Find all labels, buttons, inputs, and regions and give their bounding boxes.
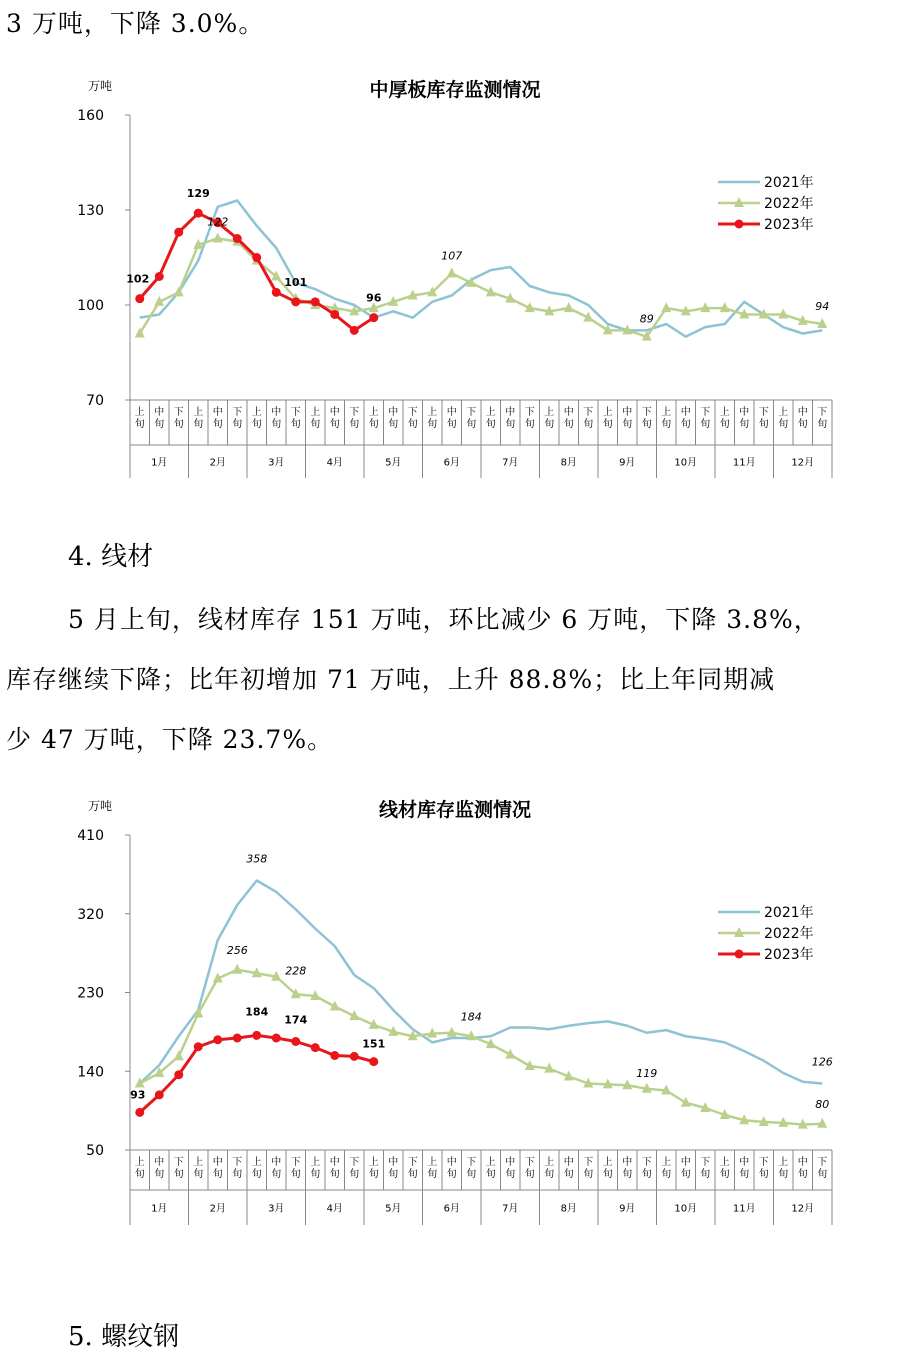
x-period-label: 上 (778, 407, 789, 418)
x-period-label: 旬 (661, 1169, 672, 1180)
x-period-label: 旬 (173, 419, 184, 430)
series-point-2023年 (174, 1070, 183, 1079)
series-point-2023年 (194, 1042, 203, 1051)
series-point-2023年 (330, 310, 339, 319)
data-label: 94 (815, 300, 830, 313)
x-period-label: 下 (290, 407, 301, 418)
x-month-label: 3月 (268, 457, 285, 469)
data-label: 151 (362, 1037, 386, 1051)
x-period-label: 中 (446, 407, 457, 418)
x-period-label: 旬 (485, 419, 496, 430)
x-month-label: 9月 (619, 457, 636, 469)
x-period-label: 下 (700, 1157, 711, 1168)
data-label: 93 (130, 1088, 146, 1102)
x-period-label: 旬 (271, 1169, 282, 1180)
x-period-label: 上 (778, 1157, 789, 1168)
x-month-label: 1月 (151, 457, 168, 469)
x-period-label: 下 (583, 1157, 594, 1168)
x-period-label: 旬 (641, 1169, 652, 1180)
x-period-label: 中 (154, 1157, 165, 1168)
x-period-label: 旬 (388, 1169, 399, 1180)
series-point-2023年 (174, 228, 183, 237)
x-period-label: 旬 (251, 419, 262, 430)
series-point-2022年 (564, 302, 574, 312)
series-point-2023年 (155, 272, 164, 281)
x-period-label: 下 (232, 407, 243, 418)
series-line-2022年 (140, 239, 823, 337)
x-month-label: 2月 (209, 1203, 226, 1215)
x-period-label: 中 (271, 1157, 282, 1168)
x-period-label: 中 (739, 1157, 750, 1168)
y-tick-label: 100 (77, 298, 104, 314)
x-month-label: 10月 (674, 457, 698, 469)
x-month-label: 11月 (732, 1203, 756, 1215)
x-period-label: 旬 (583, 419, 594, 430)
x-period-label: 中 (622, 1157, 633, 1168)
data-label: 358 (246, 852, 268, 866)
x-period-label: 旬 (388, 419, 399, 430)
series-point-2023年 (135, 1108, 144, 1117)
x-period-label: 旬 (505, 419, 516, 430)
x-period-label: 中 (797, 1157, 808, 1168)
x-period-label: 旬 (290, 1169, 301, 1180)
x-period-label: 中 (212, 407, 223, 418)
x-period-label: 旬 (427, 1169, 438, 1180)
x-period-label: 旬 (602, 419, 613, 430)
series-point-2023年 (135, 294, 144, 303)
series-point-2023年 (272, 288, 281, 297)
legend-label-2021年: 2021年 (764, 905, 814, 921)
x-period-label: 上 (193, 407, 204, 418)
data-label: 174 (284, 1013, 308, 1027)
x-month-label: 5月 (385, 1203, 402, 1215)
legend-label-2023年: 2023年 (764, 947, 814, 963)
data-label: 129 (186, 187, 210, 201)
y-tick-label: 320 (77, 906, 104, 923)
x-period-label: 中 (446, 1157, 457, 1168)
x-period-label: 上 (134, 407, 145, 418)
x-period-label: 上 (134, 1157, 145, 1168)
x-period-label: 中 (388, 1157, 399, 1168)
x-period-label: 旬 (310, 419, 321, 430)
data-label: 102 (126, 272, 150, 286)
x-period-label: 下 (700, 407, 711, 418)
x-period-label: 上 (544, 1157, 555, 1168)
x-period-label: 旬 (232, 419, 243, 430)
legend-marker (735, 950, 744, 959)
x-period-label: 下 (232, 1157, 243, 1168)
legend-label-2022年: 2022年 (764, 196, 814, 212)
x-period-label: 旬 (173, 1169, 184, 1180)
x-period-label: 上 (368, 1157, 379, 1168)
x-period-label: 中 (563, 407, 574, 418)
x-period-label: 上 (310, 1157, 321, 1168)
x-period-label: 中 (739, 407, 750, 418)
series-point-2023年 (291, 1037, 300, 1046)
x-period-label: 旬 (466, 419, 477, 430)
x-month-label: 9月 (619, 1203, 636, 1215)
x-period-label: 上 (602, 1157, 613, 1168)
series-point-2022年 (232, 964, 242, 974)
x-month-label: 5月 (385, 457, 402, 469)
x-period-label: 旬 (310, 1169, 321, 1180)
x-period-label: 上 (485, 1157, 496, 1168)
x-period-label: 下 (817, 407, 828, 418)
data-label: 228 (285, 964, 307, 978)
legend-label-2021年: 2021年 (764, 175, 814, 191)
paragraph-wire-line-3: 少 47 万吨，下降 23.7%。 (6, 725, 334, 754)
x-period-label: 中 (680, 1157, 691, 1168)
x-period-label: 旬 (485, 1169, 496, 1180)
x-period-label: 旬 (680, 419, 691, 430)
x-period-label: 下 (466, 407, 477, 418)
y-tick-label: 70 (86, 393, 104, 409)
x-period-label: 下 (641, 1157, 652, 1168)
x-period-label: 上 (427, 1157, 438, 1168)
x-period-label: 下 (407, 407, 418, 418)
x-period-label: 下 (349, 407, 360, 418)
series-point-2022年 (661, 302, 671, 312)
data-label: 80 (815, 1097, 830, 1111)
x-period-label: 下 (524, 1157, 535, 1168)
y-tick-label: 130 (77, 203, 104, 219)
x-period-label: 上 (251, 1157, 262, 1168)
x-month-label: 12月 (791, 1203, 815, 1215)
x-period-label: 旬 (212, 419, 223, 430)
x-period-label: 中 (271, 407, 282, 418)
x-period-label: 下 (583, 407, 594, 418)
y-tick-label: 50 (86, 1143, 104, 1159)
series-point-2023年 (311, 297, 320, 306)
x-period-label: 下 (524, 407, 535, 418)
x-period-label: 旬 (602, 1169, 613, 1180)
heading-rebar: 5. 螺纹钢 (68, 1322, 180, 1352)
y-tick-label: 140 (77, 1064, 104, 1081)
legend-label-2023年: 2023年 (764, 217, 814, 233)
x-period-label: 下 (290, 1157, 301, 1168)
x-period-label: 旬 (251, 1169, 262, 1180)
x-period-label: 旬 (758, 1169, 769, 1180)
series-point-2022年 (271, 271, 281, 281)
x-period-label: 下 (349, 1157, 360, 1168)
x-period-label: 中 (505, 1157, 516, 1168)
series-point-2023年 (233, 1034, 242, 1043)
x-period-label: 旬 (193, 419, 204, 430)
x-period-label: 旬 (719, 419, 730, 430)
paragraph-line-top: 3 万吨，下降 3.0%。 (6, 9, 265, 38)
x-period-label: 旬 (349, 419, 360, 430)
x-period-label: 中 (505, 407, 516, 418)
x-period-label: 下 (173, 1157, 184, 1168)
data-label: 256 (226, 943, 248, 957)
data-label: 96 (366, 291, 382, 305)
x-period-label: 旬 (661, 419, 672, 430)
data-label: 107 (441, 249, 463, 263)
x-month-label: 8月 (560, 1203, 577, 1215)
data-label: 89 (639, 312, 654, 326)
x-period-label: 旬 (719, 1169, 730, 1180)
paragraph-wire-line-2: 库存继续下降；比年初增加 71 万吨，上升 88.8%；比上年同期减 (6, 665, 776, 694)
x-period-label: 旬 (407, 419, 418, 430)
y-unit-label: 万吨 (87, 79, 113, 93)
x-period-label: 旬 (446, 1169, 457, 1180)
x-month-label: 2月 (209, 457, 226, 469)
x-month-label: 4月 (326, 1203, 343, 1215)
x-period-label: 中 (680, 407, 691, 418)
x-month-label: 6月 (443, 457, 460, 469)
y-unit-label: 万吨 (87, 799, 113, 813)
x-period-label: 下 (407, 1157, 418, 1168)
x-period-label: 下 (758, 1157, 769, 1168)
series-point-2022年 (213, 233, 223, 243)
x-period-label: 旬 (563, 419, 574, 430)
x-period-label: 下 (641, 407, 652, 418)
x-period-label: 中 (563, 1157, 574, 1168)
legend-marker (735, 220, 744, 229)
x-period-label: 旬 (700, 419, 711, 430)
series-point-2023年 (369, 313, 378, 322)
series-point-2023年 (350, 326, 359, 335)
x-period-label: 旬 (739, 1169, 750, 1180)
series-line-2022年 (140, 970, 823, 1125)
y-tick-label: 160 (77, 108, 104, 124)
x-period-label: 旬 (505, 1169, 516, 1180)
paragraph-wire-line-1: 5 月上旬，线材库存 151 万吨，环比减少 6 万吨，下降 3.8%， (68, 605, 820, 634)
series-point-2023年 (369, 1057, 378, 1066)
x-period-label: 上 (544, 407, 555, 418)
x-period-label: 旬 (622, 419, 633, 430)
x-period-label: 中 (329, 407, 340, 418)
x-period-label: 上 (661, 407, 672, 418)
x-period-label: 旬 (524, 419, 535, 430)
x-period-label: 上 (602, 407, 613, 418)
x-period-label: 旬 (154, 419, 165, 430)
series-point-2023年 (233, 234, 242, 243)
x-month-label: 7月 (502, 1203, 519, 1215)
series-point-2022年 (174, 1050, 184, 1060)
x-period-label: 旬 (232, 1169, 243, 1180)
x-period-label: 旬 (349, 1169, 360, 1180)
y-tick-label: 410 (77, 828, 104, 844)
x-period-label: 中 (212, 1157, 223, 1168)
data-label: 122 (207, 215, 229, 229)
x-period-label: 旬 (797, 1169, 808, 1180)
x-period-label: 旬 (544, 1169, 555, 1180)
x-period-label: 上 (719, 407, 730, 418)
series-point-2023年 (291, 297, 300, 306)
x-period-label: 旬 (329, 1169, 340, 1180)
x-period-label: 下 (758, 407, 769, 418)
x-period-label: 旬 (368, 419, 379, 430)
x-period-label: 旬 (134, 1169, 145, 1180)
x-period-label: 上 (485, 407, 496, 418)
x-period-label: 上 (661, 1157, 672, 1168)
x-month-label: 6月 (443, 1203, 460, 1215)
x-month-label: 10月 (674, 1203, 698, 1215)
x-period-label: 中 (622, 407, 633, 418)
y-tick-label: 230 (77, 985, 104, 1002)
x-period-label: 上 (368, 407, 379, 418)
series-point-2023年 (330, 1051, 339, 1060)
x-month-label: 8月 (560, 457, 577, 469)
series-point-2022年 (447, 267, 457, 277)
chart-title: 线材库存监测情况 (378, 799, 532, 821)
chart-plate-inventory (0, 60, 912, 560)
data-label: 101 (284, 275, 308, 289)
x-period-label: 旬 (583, 1169, 594, 1180)
x-period-label: 旬 (427, 419, 438, 430)
x-month-label: 12月 (791, 457, 815, 469)
series-point-2023年 (194, 209, 203, 218)
x-period-label: 旬 (271, 419, 282, 430)
x-period-label: 下 (173, 407, 184, 418)
x-period-label: 旬 (466, 1169, 477, 1180)
x-period-label: 旬 (544, 419, 555, 430)
data-label: 126 (811, 1055, 833, 1069)
x-period-label: 旬 (641, 419, 652, 430)
x-period-label: 上 (719, 1157, 730, 1168)
x-period-label: 旬 (817, 419, 828, 430)
x-period-label: 中 (797, 407, 808, 418)
x-period-label: 中 (388, 407, 399, 418)
series-point-2023年 (252, 253, 261, 262)
x-period-label: 旬 (797, 419, 808, 430)
data-label: 184 (245, 1005, 269, 1019)
x-month-label: 11月 (732, 457, 756, 469)
series-point-2023年 (155, 1090, 164, 1099)
x-period-label: 旬 (212, 1169, 223, 1180)
x-period-label: 旬 (817, 1169, 828, 1180)
x-month-label: 1月 (151, 1203, 168, 1215)
x-period-label: 上 (310, 407, 321, 418)
data-label: 119 (636, 1066, 658, 1080)
x-period-label: 旬 (739, 419, 750, 430)
x-period-label: 旬 (134, 419, 145, 430)
x-period-label: 旬 (329, 419, 340, 430)
series-point-2023年 (272, 1034, 281, 1043)
series-point-2023年 (350, 1052, 359, 1061)
x-month-label: 4月 (326, 457, 343, 469)
x-period-label: 上 (251, 407, 262, 418)
x-period-label: 下 (817, 1157, 828, 1168)
chart-title: 中厚板库存监测情况 (369, 79, 541, 101)
x-period-label: 旬 (778, 1169, 789, 1180)
series-point-2023年 (213, 1035, 222, 1044)
x-period-label: 旬 (407, 1169, 418, 1180)
heading-wire-rod: 4. 线材 (68, 542, 154, 572)
data-label: 184 (460, 1010, 482, 1024)
x-period-label: 旬 (700, 1169, 711, 1180)
x-period-label: 下 (466, 1157, 477, 1168)
x-period-label: 旬 (778, 419, 789, 430)
x-period-label: 中 (154, 407, 165, 418)
x-period-label: 旬 (680, 1169, 691, 1180)
series-point-2023年 (252, 1031, 261, 1040)
x-period-label: 旬 (154, 1169, 165, 1180)
chart-wire-rod-inventory (0, 780, 912, 1260)
legend-label-2022年: 2022年 (764, 926, 814, 942)
x-period-label: 旬 (368, 1169, 379, 1180)
x-month-label: 3月 (268, 1203, 285, 1215)
x-period-label: 上 (193, 1157, 204, 1168)
series-point-2023年 (311, 1043, 320, 1052)
x-period-label: 旬 (290, 419, 301, 430)
x-period-label: 旬 (446, 419, 457, 430)
x-period-label: 旬 (758, 419, 769, 430)
series-line-2021年 (140, 201, 823, 337)
x-period-label: 上 (427, 407, 438, 418)
x-period-label: 中 (329, 1157, 340, 1168)
x-period-label: 旬 (563, 1169, 574, 1180)
x-period-label: 旬 (622, 1169, 633, 1180)
x-period-label: 旬 (193, 1169, 204, 1180)
x-month-label: 7月 (502, 457, 519, 469)
x-period-label: 旬 (524, 1169, 535, 1180)
